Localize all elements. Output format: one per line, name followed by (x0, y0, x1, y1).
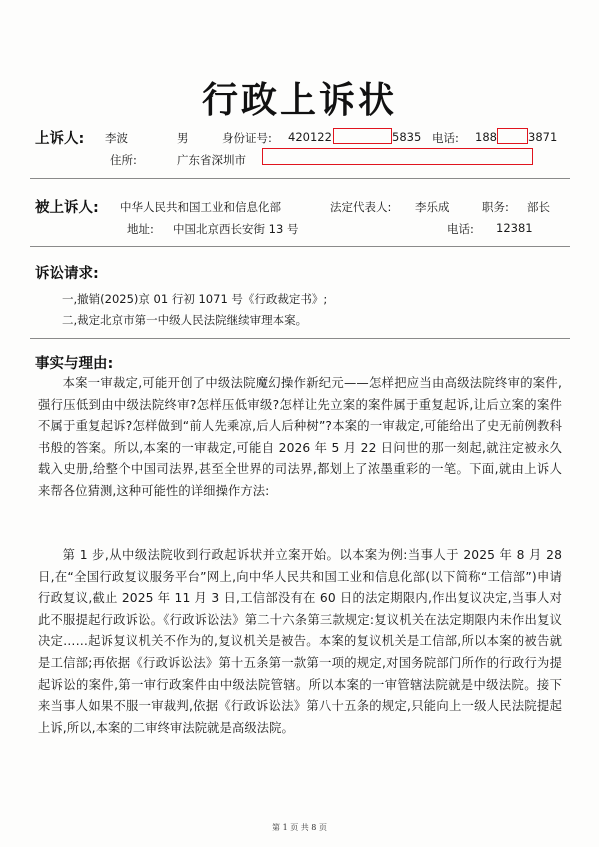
document-title: 行政上诉状 (201, 80, 397, 121)
appellee-address-value: 中国北京西长安街 13 号 (173, 222, 299, 236)
appellant-phone-prefix: 188 (475, 130, 497, 144)
phone-redaction-box (497, 128, 528, 144)
appellee-label: 被上诉人: (35, 200, 99, 216)
address-redaction-box (262, 148, 533, 165)
appellee-phone-label: 电话: (447, 222, 474, 236)
facts-paragraph: 第 1 步,从中级法院收到行政起诉状并立案开始。以本案为例:当事人于 2025 年 8 月 28 日,在“全国行政复议服务平台”网上,向中华人民共和国工业和信息化部(以下简称“工信部”)申请行政复议,截止 2025 年 11 月 3 日,工信部没有在 60 日的法定期限内,作出复议决定,当事人对此不服提起行政诉讼。《行政诉讼法》第二十六条第三款规定:复议机关在法定期限内未作出复议决定……起诉复议机关不作为的,复议机关是被告。本案的复议机关是工信部,所以本案的被告就是工信部;再依据《行政诉讼法》第十五条第一款第一项的规定,对国务院部门所作的行政行为提起诉讼的案件,第一审行政案件由中级法院管辖。所以本案的一审管辖法院就是中级法院。接下来当事人如果不服一审裁判,依据《行政诉讼法》第八十五条的规定,只能向上一级人民法院提起上诉,所以,本案的二审终审法院就是高级法院。 (38, 548, 562, 735)
appellee-phone-value: 12381 (496, 221, 533, 235)
id-redaction-box (333, 128, 392, 144)
facts-heading: 事实与理由: (35, 356, 114, 372)
separator-line (30, 338, 570, 339)
appellee-name: 中华人民共和国工业和信息化部 (120, 200, 281, 214)
appellant-id-prefix: 420122 (288, 130, 332, 144)
appellee-title-value: 部长 (527, 200, 550, 214)
appellee-rep-name: 李乐成 (415, 200, 450, 214)
appellant-name: 李波 (105, 131, 128, 145)
separator-line (30, 246, 570, 247)
appellant-phone-suffix: 3871 (528, 130, 558, 144)
facts-paragraph: 本案一审裁定,可能开创了中级法院魔幻操作新纪元——怎样把应当由高级法院终审的案件,强行压低到由中级法院终审?怎样压低审级?怎样让先立案的案件属于重复起诉,让后立案的案件不属于重复起诉?怎样做到“前人先乘凉,后人后种树”?本案的一审裁定,可能给出了史无前例教科书般的答案。所以,本案的一审裁定,可能自 2026 年 5 月 22 日问世的那一刻起,就注定被永久载入史册,给整个中国司法界,甚至全世界的司法界,都划上了浓墨重彩的一笔。下面,就由上诉人来帮各位猜测,这种可能性的详细操作方法: (38, 376, 562, 498)
appellant-gender: 男 (177, 131, 189, 145)
appellant-phone-label: 电话: (432, 131, 459, 145)
page-footer: 第 1 页 共 8 页 (272, 823, 327, 832)
appellee-title-label: 职务: (482, 200, 509, 214)
appellant-id-suffix: 5835 (392, 130, 422, 144)
claim-item: 二,裁定北京市第一中级人民法院继续审理本案。 (62, 313, 308, 327)
appellant-address-label: 住所: (110, 153, 137, 167)
claim-item: 一,撤销(2025)京 01 行初 1071 号《行政裁定书》; (62, 292, 328, 306)
claims-heading: 诉讼请求: (35, 266, 99, 282)
appellant-label: 上诉人: (35, 131, 85, 147)
appellee-address-label: 地址: (127, 222, 154, 236)
separator-line (30, 178, 570, 179)
appellee-rep-label: 法定代表人: (330, 200, 392, 214)
appellant-address-value: 广东省深圳市 (177, 153, 246, 167)
appellant-id-label: 身份证号: (222, 131, 272, 145)
